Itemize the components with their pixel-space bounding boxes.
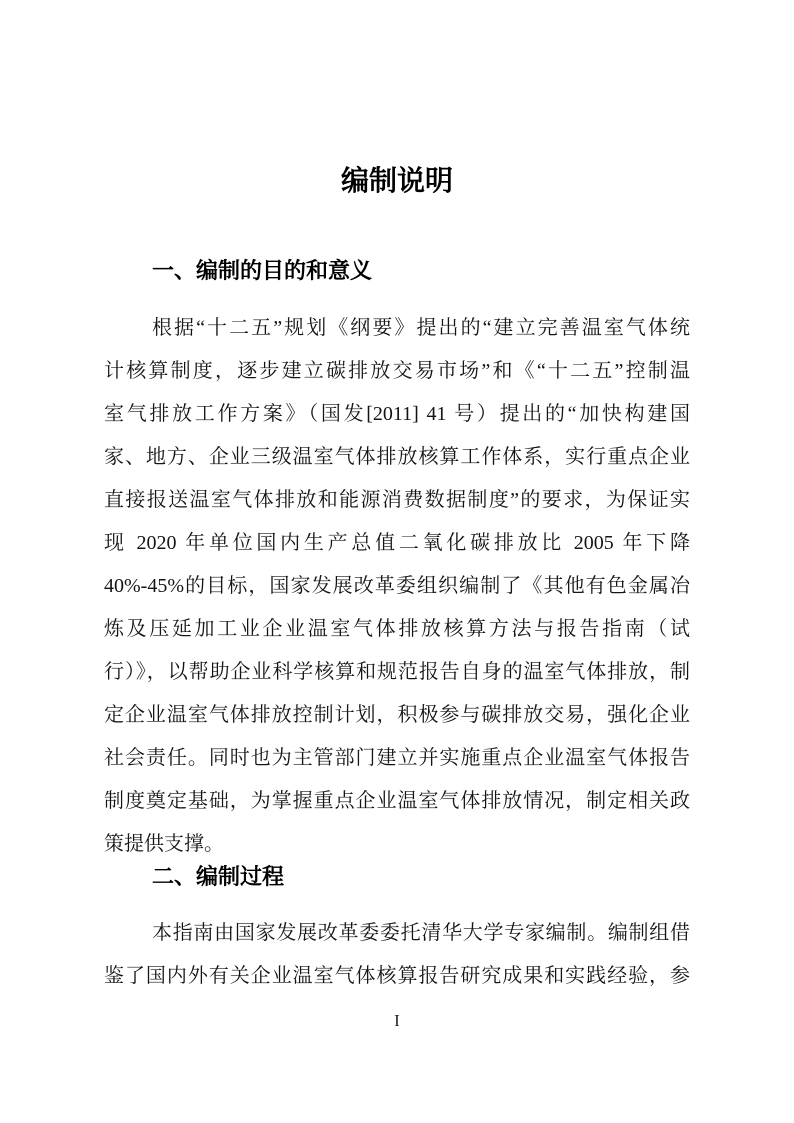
section-2-paragraph-1 xyxy=(104,912,690,998)
text-line: 现 2020 年单位国内生产总值二氧化碳排放比 2005 年下降 xyxy=(104,532,690,554)
text-line: 计核算制度，逐步建立碳排放交易市场”和《“十二五”控制温 xyxy=(104,360,690,382)
text-line: 直接报送温室气体排放和能源消费数据制度”的要求，为保证实 xyxy=(104,489,690,511)
section-1-heading: 一、编制的目的和意义 xyxy=(152,258,373,283)
text-line: 社会责任。同时也为主管部门建立并实施重点企业温室气体报告 xyxy=(104,747,690,769)
text-line: 炼及压延加工业企业温室气体排放核算方法与报告指南（试 xyxy=(104,618,690,640)
text-line: 根据“十二五”规划《纲要》提出的“建立完善温室气体统 xyxy=(152,317,690,339)
section-2-heading: 二、编制过程 xyxy=(152,864,285,889)
text-line: 家、地方、企业三级温室气体排放核算工作体系，实行重点企业 xyxy=(104,446,690,468)
text-line: 40%-45%的目标，国家发展改革委组织编制了《其他有色金属冶 xyxy=(104,575,690,597)
text-line: 定企业温室气体排放控制计划，积极参与碳排放交易，强化企业 xyxy=(104,704,690,726)
text-line: 室气排放工作方案》（国发[2011] 41 号）提出的“加快构建国 xyxy=(104,403,690,425)
page-number: I xyxy=(394,1011,400,1030)
section-1-paragraph-1 xyxy=(104,307,690,866)
text-line: 本指南由国家发展改革委委托清华大学专家编制。编制组借 xyxy=(152,922,690,944)
text-line: 行）》，以帮助企业科学核算和规范报告自身的温室气体排放，制 xyxy=(104,661,690,683)
text-line: 鉴了国内外有关企业温室气体核算报告研究成果和实践经验，参 xyxy=(104,965,690,987)
text-line: 策提供支撑。 xyxy=(104,833,224,855)
page-title: 编制说明 xyxy=(340,165,453,196)
text-line: 制度奠定基础，为掌握重点企业温室气体排放情况，制定相关政 xyxy=(104,790,690,812)
